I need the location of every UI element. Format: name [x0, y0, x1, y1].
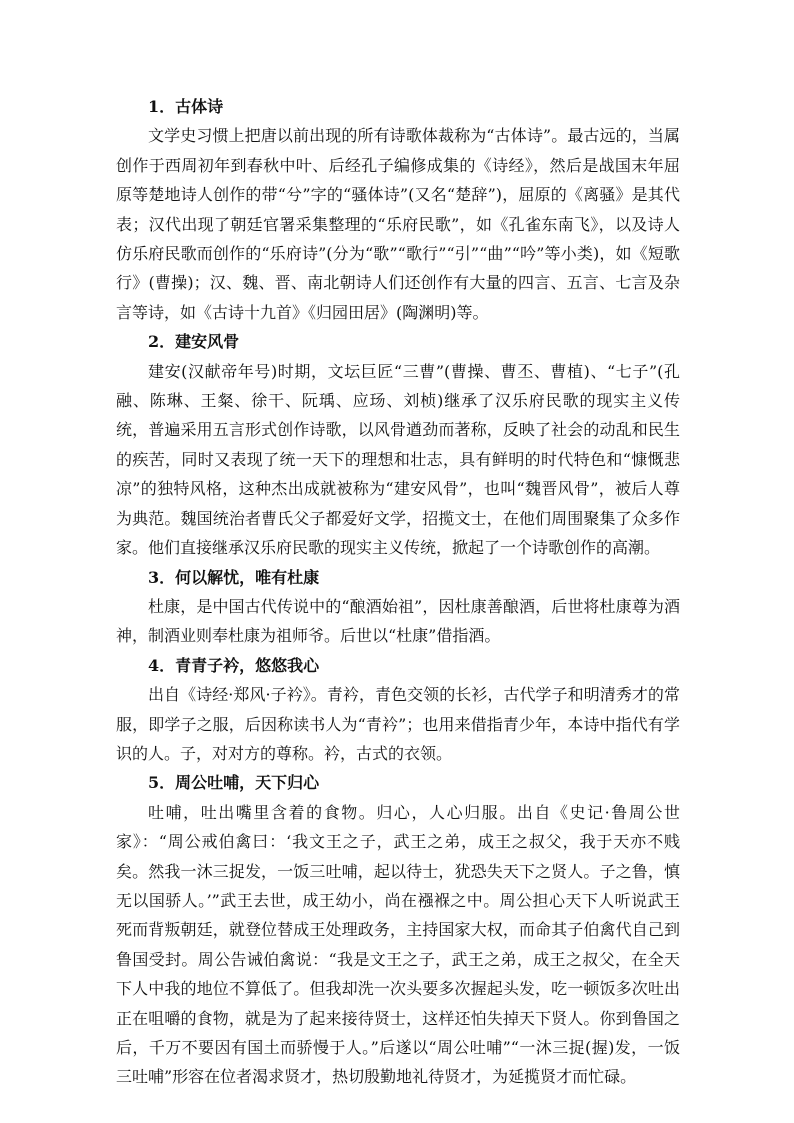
section-paragraph: 建安(汉献帝年号)时期，文坛巨匠“三曹”(曹操、曹丕、曹植)、“七子”(孔融、陈琳、王粲、徐干、阮瑀、应玚、刘桢)继承了汉乐府民歌的现实主义传统，普遍采用五言形式创作诗歌，以风骨遒劲而著称，反映了社会的动乱和民生的疾苦，同时又表现了统一天下的理想和壮志，具有鲜明的时代特色和“慷慨悲凉”的独特风格，这种杰出成就被称为“建安风骨”，也叫“魏晋风骨”，被后人尊为典范。魏国统治者曹氏父子都爱好文学，招揽文士，在他们周围聚集了众多作家。他们直接继承汉乐府民歌的现实主义传统，掀起了一个诗歌创作的高潮。: [116, 361, 680, 558]
document-page: [116, 92, 680, 1092]
section-paragraph: 吐哺，吐出嘴里含着的食物。归心，人心归服。出自《史记·鲁周公世家》：“周公戒伯禽曰：‘我文王之子，武王之弟，成王之叔父，我于天亦不贱矣。然我一沐三捉发，一饭三吐哺，起以待士，犹恐失天下之贤人。子之鲁，慎无以国骄人。’”武王去世，成王幼小，尚在襁褓之中。周公担心天下人听说武王死而背叛朝廷，就登位替成王处理政务，主持国家大权，而命其子伯禽代自己到鲁国受封。周公告诫伯禽说：“我是文王之子，武王之弟，成王之叔父，在全天下人中我的地位不算低了。但我却洗一次头要多次握起头发，吃一顿饭多次吐出正在咀嚼的食物，就是为了起来接待贤士，这样还怕失掉天下贤人。你到鲁国之后，千万不要因有国土而骄慢于人。”后遂以“周公吐哺”“一沐三捉(握)发，一饭三吐哺”形容在位者渴求贤才，热切殷勤地礼待贤才，为延揽贤才而忙碌。: [116, 802, 680, 1087]
section-gutishi: [116, 92, 680, 327]
section-dukang: [116, 563, 680, 651]
section-jianan-fenggu: [116, 327, 680, 562]
section-paragraph: 文学史习惯上把唐以前出现的所有诗歌体裁称为“古体诗”。最古远的，当属创作于西周初年到春秋中叶、后经孔子编修成集的《诗经》，然后是战国末年屈原等楚地诗人创作的带“兮”字的“骚体诗”(又名“楚辞”)，屈原的《离骚》是其代表；汉代出现了朝廷官署采集整理的“乐府民歌”，如《孔雀东南飞》，以及诗人仿乐府民歌而创作的“乐府诗”(分为“歌”“歌行”“引”“曲”“吟”等小类)，如《短歌行》(曹操)；汉、魏、晋、南北朝诗人们还创作有大量的四言、五言、七言及杂言等诗，如《古诗十九首》《归园田居》(陶渊明)等。: [116, 126, 680, 322]
section-zhougong-tubu: [116, 768, 680, 1091]
section-heading: 1．古体诗: [148, 97, 224, 116]
section-heading: 2．建安风骨: [148, 332, 240, 352]
section-heading: 3．何以解忧，唯有杜康: [148, 567, 320, 587]
section-zijin: [116, 651, 680, 769]
section-paragraph: 出自《诗经·郑风·子衿》。青衿，青色交领的长衫，古代学子和明清秀才的常服，即学子之服，后因称读书人为“青衿”；也用来借指青少年，本诗中指代有学识的人。子，对对方的尊称。衿，古式的衣领。: [116, 685, 680, 763]
section-heading: 5．周公吐哺，天下归心: [148, 773, 320, 793]
section-paragraph: 杜康，是中国古代传说中的“酿酒始祖”，因杜康善酿酒，后世将杜康尊为酒神，制酒业则奉杜康为祖师爷。后世以“杜康”借指酒。: [116, 596, 680, 646]
section-heading: 4．青青子衿，悠悠我心: [148, 655, 320, 675]
